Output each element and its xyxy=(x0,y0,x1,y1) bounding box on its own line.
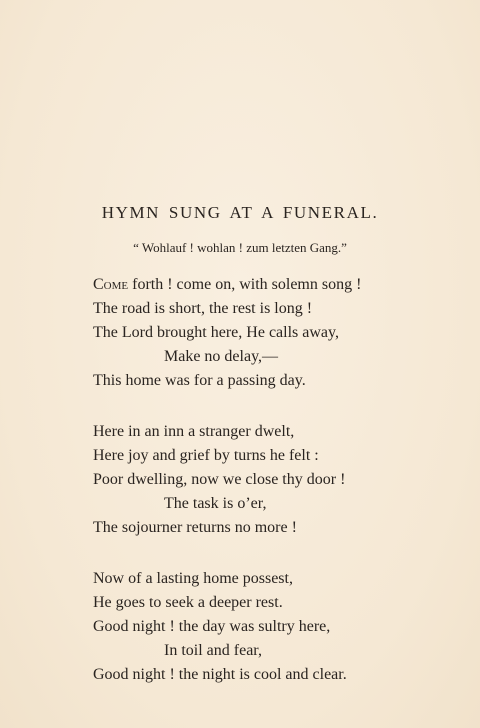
line-text: forth ! come on, with solemn song ! xyxy=(128,276,362,293)
poem-title: HYMN SUNG AT A FUNERAL. xyxy=(101,203,379,222)
poem-line: Good night ! the day was sultry here, xyxy=(93,618,331,635)
poem-line: Poor dwelling, now we close thy door ! xyxy=(93,471,346,488)
poem-line: The sojourner returns no more ! xyxy=(93,519,297,536)
poem-line: He goes to seek a deeper rest. xyxy=(93,594,283,611)
poem-line-indented: Make no delay,— xyxy=(164,348,279,365)
poem-line: Now of a lasting home possest, xyxy=(93,570,293,587)
stanza-2 xyxy=(93,420,463,540)
poem-line: The Lord brought here, He calls away, xyxy=(93,324,339,341)
stanza-1 xyxy=(93,273,463,393)
poem-line: Here joy and grief by turns he felt : xyxy=(93,447,319,464)
stanza-3 xyxy=(93,567,463,687)
poem-line-indented: In toil and fear, xyxy=(164,642,262,659)
epigraph: “ Wohlauf ! wohlan ! zum letzten Gang.” xyxy=(133,240,347,255)
poem-line: The road is short, the rest is long ! xyxy=(93,300,313,317)
poem-line: This home was for a passing day. xyxy=(93,372,306,389)
poem-line xyxy=(93,273,463,297)
small-caps-lead: Come xyxy=(93,276,129,293)
poem-line: Here in an inn a stranger dwelt, xyxy=(93,423,295,440)
poem-line-indented: The task is o’er, xyxy=(164,495,267,512)
poem-line: Good night ! the night is cool and clear. xyxy=(93,666,347,683)
